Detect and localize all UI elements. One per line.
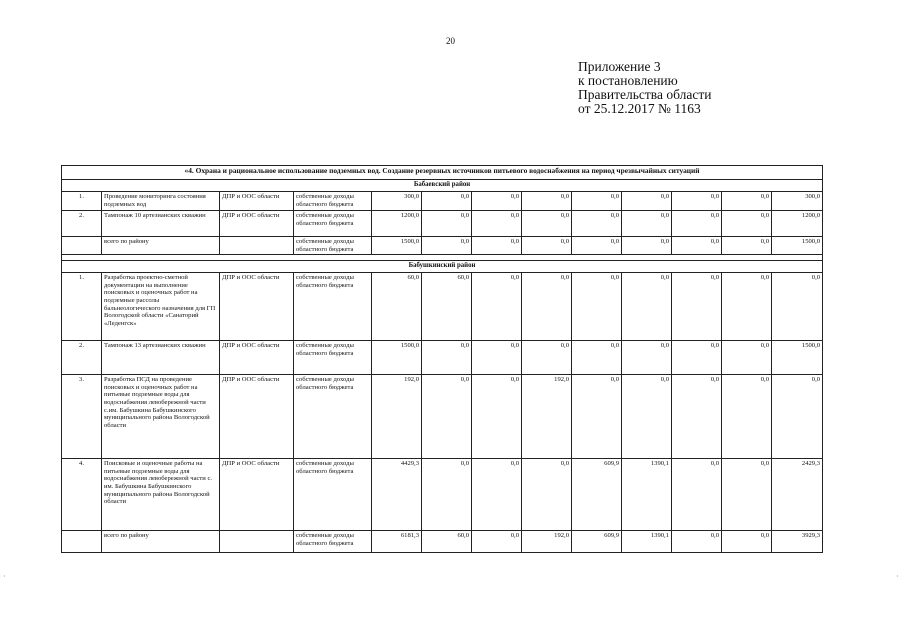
amount-cell: 609,9 bbox=[572, 531, 622, 553]
amount-cell: 0,0 bbox=[522, 459, 572, 531]
funding-source: собственные доходы областного бюджета bbox=[294, 375, 372, 459]
amount-cell: 0,0 bbox=[572, 341, 622, 375]
funding-source: собственные доходы областного бюджета bbox=[294, 459, 372, 531]
amount-cell: 1200,0 bbox=[372, 211, 422, 237]
amount-cell: 192,0 bbox=[522, 375, 572, 459]
amount-cell: 0,0 bbox=[422, 211, 472, 237]
activity-name: Тампонаж 13 артезианских скважин bbox=[102, 341, 220, 375]
row-index: 2. bbox=[62, 341, 102, 375]
activity-name: Тампонаж 10 артезианских скважин bbox=[102, 211, 220, 237]
amount-cell: 0,0 bbox=[722, 237, 772, 255]
amount-cell: 0,0 bbox=[522, 211, 572, 237]
appendix-header bbox=[578, 60, 711, 116]
activity-name: Проведение мониторинга состояния подземных вод bbox=[102, 192, 220, 211]
amount-cell: 1500,0 bbox=[772, 237, 823, 255]
amount-cell: 0,0 bbox=[422, 375, 472, 459]
amount-cell: 0,0 bbox=[422, 459, 472, 531]
amount-cell: 0,0 bbox=[472, 273, 522, 341]
table-row bbox=[62, 211, 823, 237]
amount-cell: 6181,3 bbox=[372, 531, 422, 553]
funding-source: собственные доходы областного бюджета bbox=[294, 211, 372, 237]
amount-cell: 0,0 bbox=[522, 237, 572, 255]
amount-cell: 0,0 bbox=[572, 375, 622, 459]
row-index bbox=[62, 531, 102, 553]
amount-cell: 0,0 bbox=[672, 192, 722, 211]
amount-cell: 609,9 bbox=[572, 459, 622, 531]
table-title-row bbox=[62, 166, 823, 180]
amount-cell: 192,0 bbox=[372, 375, 422, 459]
amount-cell: 0,0 bbox=[622, 273, 672, 341]
amount-cell: 60,0 bbox=[372, 273, 422, 341]
amount-cell: 0,0 bbox=[472, 192, 522, 211]
amount-cell: 0,0 bbox=[772, 375, 823, 459]
amount-cell: 0,0 bbox=[422, 341, 472, 375]
executor: ДПР и ООС области bbox=[220, 273, 294, 341]
amount-cell: 0,0 bbox=[722, 375, 772, 459]
amount-cell: 2429,3 bbox=[772, 459, 823, 531]
activity-name: Разработка проектно-сметной документации на выполнение поисковых и оценочных работ на подземные рассолы бальнеологического назначения для ГП Вологодской области «Санаторий «Леденгск» bbox=[102, 273, 220, 341]
amount-cell: 300,0 bbox=[772, 192, 823, 211]
amount-cell: 300,0 bbox=[372, 192, 422, 211]
funding-source: собственные доходы областного бюджета bbox=[294, 192, 372, 211]
row-index: 1. bbox=[62, 192, 102, 211]
amount-cell: 1500,0 bbox=[372, 341, 422, 375]
executor: ДПР и ООС области bbox=[220, 211, 294, 237]
page-number: 20 bbox=[446, 36, 455, 46]
amount-cell: 0,0 bbox=[472, 375, 522, 459]
amount-cell: 0,0 bbox=[672, 341, 722, 375]
amount-cell: 1390,1 bbox=[622, 531, 672, 553]
amount-cell: 0,0 bbox=[622, 211, 672, 237]
executor: ДПР и ООС области bbox=[220, 375, 294, 459]
activity-name: всего по району bbox=[102, 237, 220, 255]
region-name: Бабаевский район bbox=[62, 180, 823, 192]
program-table bbox=[61, 165, 823, 553]
amount-cell: 3929,3 bbox=[772, 531, 823, 553]
amount-cell: 0,0 bbox=[722, 211, 772, 237]
row-index bbox=[62, 237, 102, 255]
amount-cell: 0,0 bbox=[722, 341, 772, 375]
appendix-line-2: к постановлению bbox=[578, 73, 678, 88]
scan-margin-mark-right: · bbox=[896, 572, 899, 581]
amount-cell: 0,0 bbox=[572, 211, 622, 237]
amount-cell: 0,0 bbox=[622, 237, 672, 255]
amount-cell: 0,0 bbox=[572, 237, 622, 255]
row-index: 2. bbox=[62, 211, 102, 237]
amount-cell: 1200,0 bbox=[772, 211, 823, 237]
amount-cell: 4429,3 bbox=[372, 459, 422, 531]
executor: ДПР и ООС области bbox=[220, 459, 294, 531]
table-row bbox=[62, 531, 823, 553]
activity-name: всего по району bbox=[102, 531, 220, 553]
activity-name: Поисковые и оценочные работы на питьевые подземные воды для водоснабжения левобережной части с. им. Бабушкина Бабушкинского муниципального района Вологодской области bbox=[102, 459, 220, 531]
table-title: «4. Охрана и рациональное использование подземных вод. Создание резервных источников питьевого водоснабжения на период чрезвычайных ситуаций bbox=[62, 166, 823, 180]
amount-cell: 192,0 bbox=[522, 531, 572, 553]
table-row bbox=[62, 341, 823, 375]
funding-source: собственные доходы областного бюджета bbox=[294, 341, 372, 375]
amount-cell: 0,0 bbox=[572, 273, 622, 341]
amount-cell: 0,0 bbox=[672, 459, 722, 531]
amount-cell: 0,0 bbox=[672, 273, 722, 341]
table-row bbox=[62, 375, 823, 459]
amount-cell: 0,0 bbox=[572, 192, 622, 211]
executor bbox=[220, 531, 294, 553]
table-row bbox=[62, 237, 823, 255]
amount-cell: 0,0 bbox=[522, 273, 572, 341]
amount-cell: 0,0 bbox=[722, 459, 772, 531]
amount-cell: 0,0 bbox=[722, 192, 772, 211]
row-index: 1. bbox=[62, 273, 102, 341]
amount-cell: 0,0 bbox=[422, 237, 472, 255]
amount-cell: 0,0 bbox=[672, 211, 722, 237]
amount-cell: 0,0 bbox=[772, 273, 823, 341]
funding-source: собственные доходы областного бюджета bbox=[294, 531, 372, 553]
funding-source: собственные доходы областного бюджета bbox=[294, 273, 372, 341]
amount-cell: 0,0 bbox=[622, 341, 672, 375]
row-index: 4. bbox=[62, 459, 102, 531]
amount-cell: 0,0 bbox=[722, 531, 772, 553]
amount-cell: 0,0 bbox=[672, 375, 722, 459]
row-index: 3. bbox=[62, 375, 102, 459]
region-name: Бабушкинский район bbox=[62, 261, 823, 273]
amount-cell: 0,0 bbox=[472, 211, 522, 237]
table-row bbox=[62, 192, 823, 211]
amount-cell: 0,0 bbox=[672, 531, 722, 553]
amount-cell: 0,0 bbox=[672, 237, 722, 255]
executor: ДПР и ООС области bbox=[220, 192, 294, 211]
amount-cell: 0,0 bbox=[472, 341, 522, 375]
amount-cell: 0,0 bbox=[622, 192, 672, 211]
appendix-line-1: Приложение 3 bbox=[578, 59, 661, 74]
appendix-line-3: Правительства области bbox=[578, 87, 712, 102]
table-row bbox=[62, 273, 823, 341]
executor bbox=[220, 237, 294, 255]
amount-cell: 0,0 bbox=[472, 531, 522, 553]
funding-source: собственные доходы областного бюджета bbox=[294, 237, 372, 255]
amount-cell: 60,0 bbox=[422, 531, 472, 553]
amount-cell: 0,0 bbox=[472, 237, 522, 255]
region-header-row bbox=[62, 180, 823, 192]
table-row bbox=[62, 459, 823, 531]
amount-cell: 0,0 bbox=[522, 341, 572, 375]
amount-cell: 60,0 bbox=[422, 273, 472, 341]
amount-cell: 0,0 bbox=[472, 459, 522, 531]
amount-cell: 0,0 bbox=[622, 375, 672, 459]
executor: ДПР и ООС области bbox=[220, 341, 294, 375]
region-header-row bbox=[62, 261, 823, 273]
amount-cell: 1390,1 bbox=[622, 459, 672, 531]
activity-name: Разработка ПСД на проведение поисковых и оценочных работ на питьевые подземные воды для водоснабжения левобережной части с.им. Бабушкина Бабушкинского муниципального района Вологодской области bbox=[102, 375, 220, 459]
amount-cell: 0,0 bbox=[422, 192, 472, 211]
appendix-line-4: от 25.12.2017 № 1163 bbox=[578, 101, 701, 116]
amount-cell: 0,0 bbox=[722, 273, 772, 341]
amount-cell: 1500,0 bbox=[772, 341, 823, 375]
scan-margin-mark-left: · bbox=[3, 572, 6, 581]
amount-cell: 1500,0 bbox=[372, 237, 422, 255]
amount-cell: 0,0 bbox=[522, 192, 572, 211]
